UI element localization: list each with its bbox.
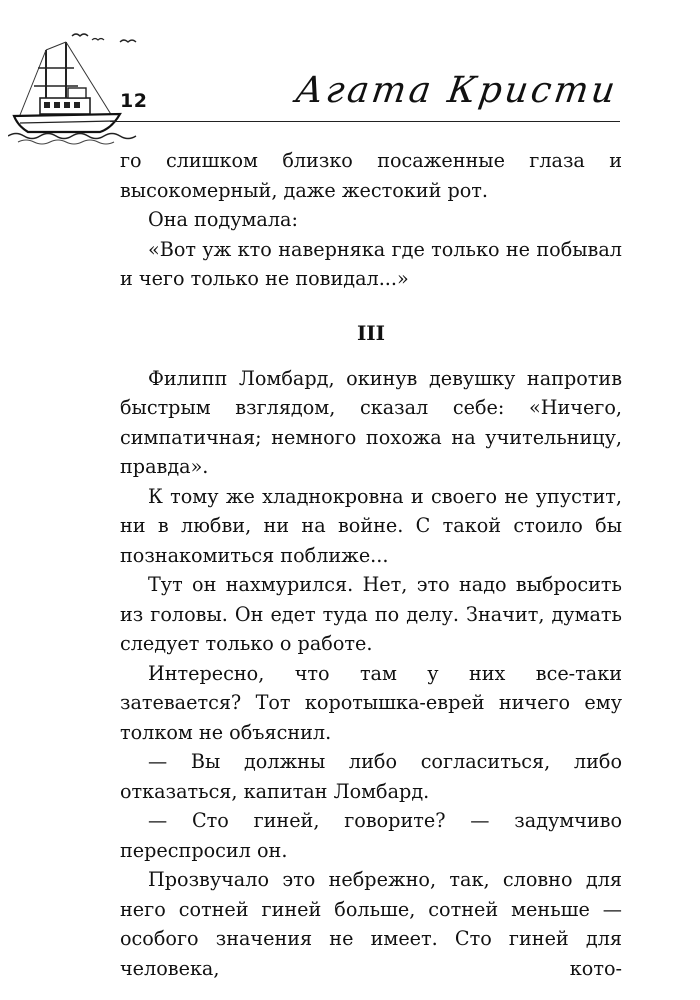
paragraph: — Сто гиней, говорите? — задумчиво переспросил он.: [120, 809, 622, 862]
paragraph: К тому же хладнокровна и своего не упустит, ни в любви, ни на войне. С такой стоило бы познакомиться поближе...: [120, 484, 622, 567]
paragraph: Филипп Ломбард, окинув девушку напротив быстрым взглядом, сказал себе: «Ничего, симпатичная; немного похожа на учительницу, правда».: [120, 366, 622, 478]
page-number: 12: [120, 90, 148, 112]
paragraph: Прозвучало это небрежно, так, словно для него сотней гиней больше, сотней меньше — особого значения не имеет. Сто гиней для человека, кото-: [120, 868, 622, 980]
header-divider: [110, 121, 620, 122]
chapter-heading: III: [356, 320, 386, 345]
paragraph: Она подумала:: [148, 208, 298, 231]
paragraph: Тут он нахмурился. Нет, это надо выбросить из головы. Он едет туда по делу. Значит, думать следует только о работе.: [120, 573, 622, 655]
paragraph: «Вот уж кто наверняка где только не побывал и чего только не повидал...»: [120, 237, 622, 290]
paragraph: — Вы должны либо согласиться, либо отказаться, капитан Ломбард.: [120, 750, 622, 803]
page-header: [0, 0, 700, 150]
page-body: [120, 146, 622, 983]
paragraph: Интересно, что там у них все-таки затевается? Тот коротышка-еврей ничего ему толком не объяснил.: [120, 661, 622, 744]
ship-with-seagulls-icon: [8, 28, 138, 146]
running-title: Агата Кристи: [293, 70, 621, 111]
paragraph: го слишком близко посаженные глаза и высокомерный, даже жестокий рот.: [120, 149, 622, 202]
